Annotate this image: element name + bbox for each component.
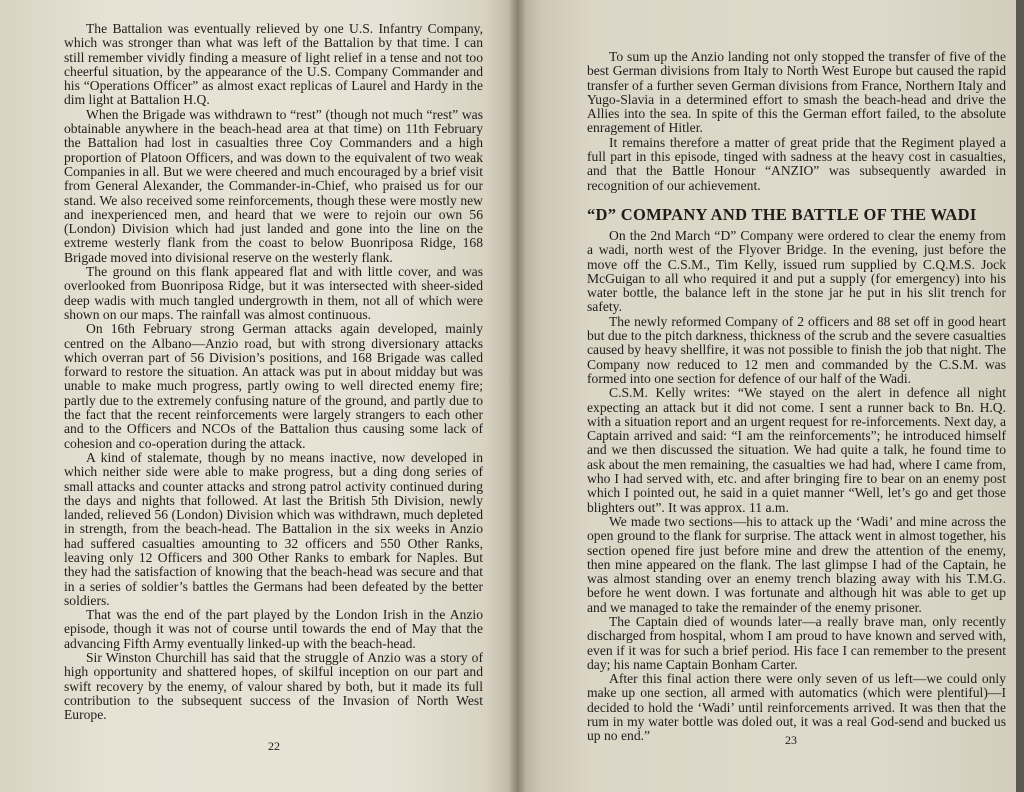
page-number: 23 bbox=[785, 733, 797, 747]
paragraph: We made two sections—his to attack up the ‘Wadi’ and mine across the open ground to the flank for surprise. The attack went in almost together, his section opened fire just before mine and drew the attention of the enemy, then mine appeared on the flank. The last glimpse I had of the Captain, he was almost standing over an enemy trench blazing away with his T.M.G. before he went down. I was fortunate and although hit was able to get up and we managed to take the remainder of the enemy prisoner. bbox=[587, 513, 1006, 615]
paragraph: After this final action there were only seven of us left—we could only make up one section, all armed with automatics (which were plentiful)—I decided to hold the ‘Wadi’ until reinforcements arrived. It was then that the rum in my water bottle was doled out, it was a real God-send and bucked us up no end.” bbox=[587, 671, 1006, 744]
section-heading: “D” COMPANY AND THE BATTLE OF THE WADI bbox=[587, 204, 977, 224]
right-page-intro bbox=[587, 50, 1006, 193]
paragraph: Sir Winston Churchill has said that the struggle of Anzio was a story of high opportunity and shattered hopes, of skilful inception on our part and swift recovery by the enemy, of valour shared by both, but it made its full contribution to the subsequent success of the Invasion of North West Europe. bbox=[64, 650, 483, 723]
paragraph: C.S.M. Kelly writes: “We stayed on the alert in defence all night expecting an attack but it did not come. I sent a runner back to Bn. H.Q. with a situation report and an urgent request for re-inforcements. Next day, a Captain arrived and said: “I am the reinforcements”; he introduced himself and we then discussed the situation. We had quite a talk, he found time to ask about the men remaining, the casualties we had had, where I came from, who I had served with, etc. and after bringing fire to bear on an enemy post which I pointed out, he said in a quiet manner “Well, let’s go and get those blighters out”. It was approx. 11 a.m. bbox=[587, 385, 1006, 515]
page-number: 22 bbox=[268, 739, 280, 753]
book-gutter bbox=[508, 0, 526, 792]
paragraph: The newly reformed Company of 2 officers and 88 set off in good heart but due to the pitch darkness, thickness of the scrub and the severe casualties caused by heavy shellfire, it was not possible to finish the job that night. The Company now reduced to 12 men and commanded by the C.S.M. was formed into one section for defence of our half of the Wadi. bbox=[587, 313, 1006, 386]
left-page-body bbox=[64, 22, 483, 723]
paragraph: The ground on this flank appeared flat and with little cover, and was overlooked from Buonriposa Ridge, but it was intersected with sheer-sided deep wadis with much tangled undergrowth in them, not all of which were shown on our maps. The rainfall was almost continuous. bbox=[64, 264, 483, 322]
paragraph: It remains therefore a matter of great pride that the Regiment played a full part in this episode, tinged with sadness at the heavy cost in casualties, and that the Battle Honour “ANZIO” was subsequently awarded in recognition of our achievement. bbox=[587, 134, 1006, 193]
paragraph: That was the end of the part played by the London Irish in the Anzio episode, though it was not of course until towards the end of May that the advancing Fifth Army eventually linked-up with the beach-head. bbox=[64, 607, 483, 651]
paragraph: On 16th February strong German attacks again developed, mainly centred on the Albano—Anzio road, but with strong diversionary attacks which overran part of 56 Division’s positions, and 168 Brigade was called forward to restore the situation. An attack was put in about midday but was unable to make much progress, partly owing to well directed enemy fire; partly due to the extremely confusing nature of the ground, and partly due to the fact that the recent reinforcements were largely strangers to each other and to the Officers and NCOs of the Battalion thus causing some lack of cohesion and co-operation during the attack. bbox=[64, 321, 483, 451]
paragraph: The Captain died of wounds later—a really brave man, only recently discharged from hospital, whom I am proud to have known and served with, even if it was for such a brief period. His face I can remember to the present day; his name Captain Bonham Carter. bbox=[587, 613, 1006, 672]
paragraph: On the 2nd March “D” Company were ordered to clear the enemy from a wadi, north west of the Flyover Bridge. In the evening, just before the move off the C.S.M., Tim Kelly, issued rum supplied by C.Q.M.S. Jock McGuigan to all who required it and put a supply (for emergency) into his water bottle, the balance left in the stone jar he put in his slit trench for safety. bbox=[587, 227, 1006, 315]
right-page-body bbox=[587, 229, 1006, 744]
paragraph: To sum up the Anzio landing not only stopped the transfer of five of the best German divisions from Italy to North West Europe but caused the rapid transfer of a further seven German divisions from France, Northern Italy and Yugo-Slavia in a determined effort to smash the beach-head and drive the Allies into the sea. In spite of this the German effort failed, to the absolute enragement of Hitler. bbox=[587, 49, 1006, 136]
right-page bbox=[517, 0, 1024, 792]
paragraph: The Battalion was eventually relieved by one U.S. Infantry Company, which was stronger than what was left of the Battalion by that time. I can still remember vividly finding a measure of light relief in a tense and not too cheerful situation, by the appearance of the U.S. Company Commander and his “Operations Officer” as almost exact replicas of Laurel and Hardy in the dim light at Battalion H.Q. bbox=[64, 21, 483, 108]
paragraph: A kind of stalemate, though by no means inactive, now developed in which neither side were able to make progress, but a ding dong series of small attacks and counter attacks and strong patrol activity continued during the days and nights that followed. At last the British 5th Division, newly landed, relieved 56 (London) Division which was withdrawn, much depleted in strength, from the beach-head. The Battalion in the six weeks in Anzio had suffered casualties amounting to 32 officers and 550 Other Ranks, leaving only 12 Officers and 300 Other Ranks to embark for Naples. But they had the satisfaction of knowing that the beach-head was secure and that in a series of soldier’s battles the Germans had been defeated by the better soldiers. bbox=[64, 449, 483, 608]
paragraph: When the Brigade was withdrawn to “rest” (though not much “rest” was obtainable anywhere in the beach-head area at that time) on 11th February the Battalion had lost in casualties three Coy Commanders and a high proportion of Platoon Officers, and was down to the equivalent of two weak Companies in all. But we were cheered and much encouraged by a brief visit from General Alexander, the Commander-in-Chief, who praised us for our stand. We also received some reinforcements, though these were mostly new and inexperienced men, and heard that we were to rejoin our own 56 (London) Division which had just landed and gone into the line on the extreme westerly flank from the coast to below Buonriposa Ridge, 168 Brigade moved into divisional reserve on the westerly flank. bbox=[64, 106, 483, 265]
page-edge bbox=[1016, 0, 1024, 792]
